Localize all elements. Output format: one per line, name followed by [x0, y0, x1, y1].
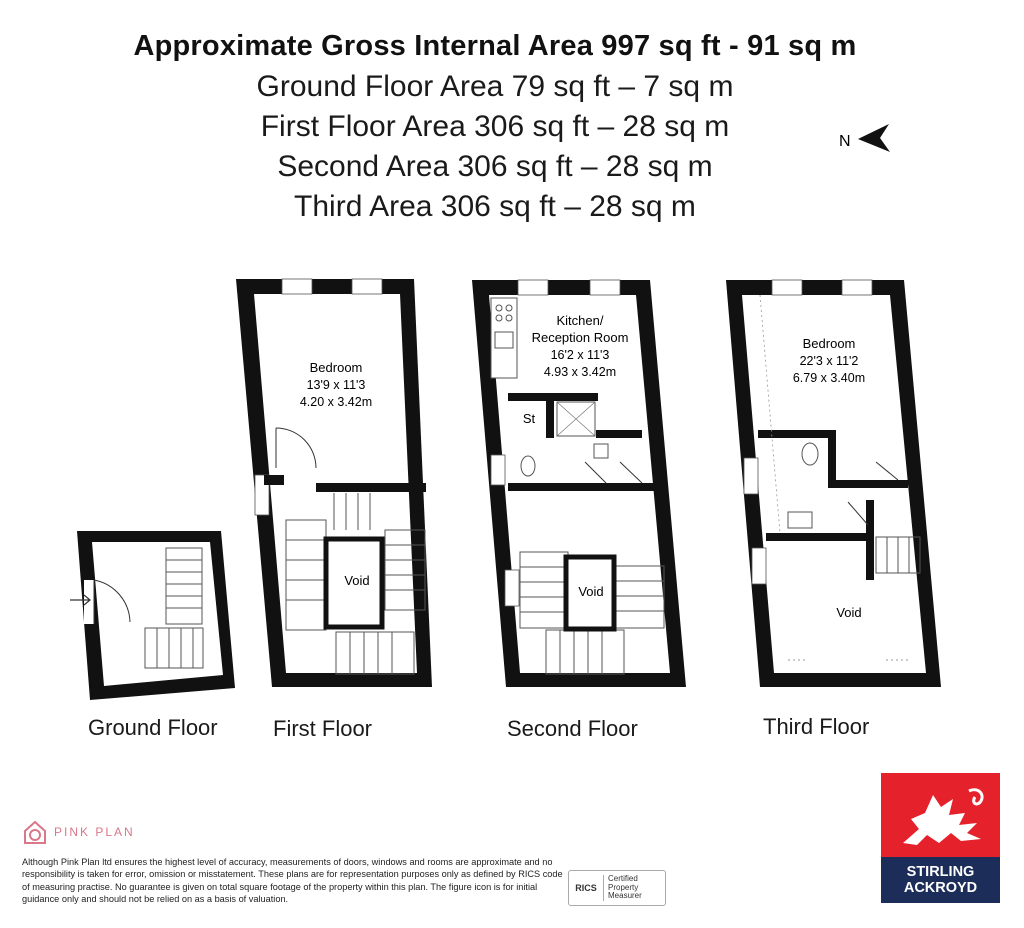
third-floor-label: Third Floor [763, 714, 870, 739]
griffin-emblem [881, 773, 1000, 857]
first-floor-label: First Floor [273, 716, 372, 741]
third-floor-plan [726, 280, 941, 687]
ground-floor-label: Ground Floor [88, 715, 218, 740]
agent-name-line-2: ACKROYD [903, 880, 978, 896]
stirling-ackroyd-wordmark [881, 857, 1000, 903]
rics-logo: RICS [575, 883, 597, 893]
ground-floor-plan [70, 531, 235, 700]
rics-line-1: Certified [608, 874, 638, 884]
third-floor-room-dims-imperial: 22'3 x 11'2 [799, 354, 859, 368]
north-arrow-icon [839, 124, 890, 152]
second-floor-label: Second Floor [507, 716, 638, 741]
first-floor-plan [236, 279, 432, 687]
second-floor-area: Second Area 306 sq ft – 28 sq m [277, 150, 713, 183]
first-floor-room-name: Bedroom [309, 360, 363, 375]
second-floor-room-dims-imperial: 16'2 x 11'3 [550, 348, 610, 362]
rics-certified-badge [568, 870, 666, 906]
first-floor-area: First Floor Area 306 sq ft – 28 sq m [260, 110, 730, 143]
third-floor-void-label: Void [836, 605, 862, 620]
third-floor-room-dims-metric: 6.79 x 3.40m [792, 371, 866, 385]
stirling-ackroyd-logo [881, 773, 1000, 903]
rics-line-2: Property [608, 882, 639, 892]
second-floor-room-dims-metric: 4.93 x 3.42m [543, 365, 617, 379]
north-label: N [839, 133, 851, 150]
area-title: Approximate Gross Internal Area 997 sq ft - 91 sq m [133, 30, 857, 62]
pink-plan-name: PINK PLAN [54, 825, 135, 839]
store-label: St [522, 411, 536, 426]
first-floor-room-dims-imperial: 13'9 x 11'3 [306, 378, 366, 392]
rics-line-3: Measurer [608, 891, 642, 901]
first-floor-void-label: Void [344, 573, 370, 588]
griffin-icon [881, 773, 1000, 857]
first-floor-room-dims-metric: 4.20 x 3.42m [299, 395, 373, 409]
third-floor-area: Third Area 306 sq ft – 28 sq m [294, 190, 696, 223]
second-floor-plan [472, 280, 686, 687]
disclaimer-text: Although Pink Plan ltd ensures the highest level of accuracy, measurements of doors, windows and rooms are approximate and no responsibility is taken for error, omission or misstatement. These plans are for representation purposes only as defined by RICS code of measuring practise. No guarantee is given on total square footage of the property within this plan. The figure icon is for initial guidance only and should not be relied on as a basis of valuation. [22, 857, 563, 904]
second-floor-void-label: Void [578, 584, 604, 599]
agent-name-line-1: STIRLING [906, 864, 975, 880]
ground-floor-area: Ground Floor Area 79 sq ft – 7 sq m [256, 70, 734, 103]
second-floor-room-name-line2: Reception Room [531, 330, 629, 345]
pink-plan-logo-icon [22, 818, 48, 846]
second-floor-room-name-line1: Kitchen/ [556, 313, 604, 328]
pink-plan-brand [22, 818, 135, 846]
third-floor-room-name: Bedroom [802, 336, 856, 351]
